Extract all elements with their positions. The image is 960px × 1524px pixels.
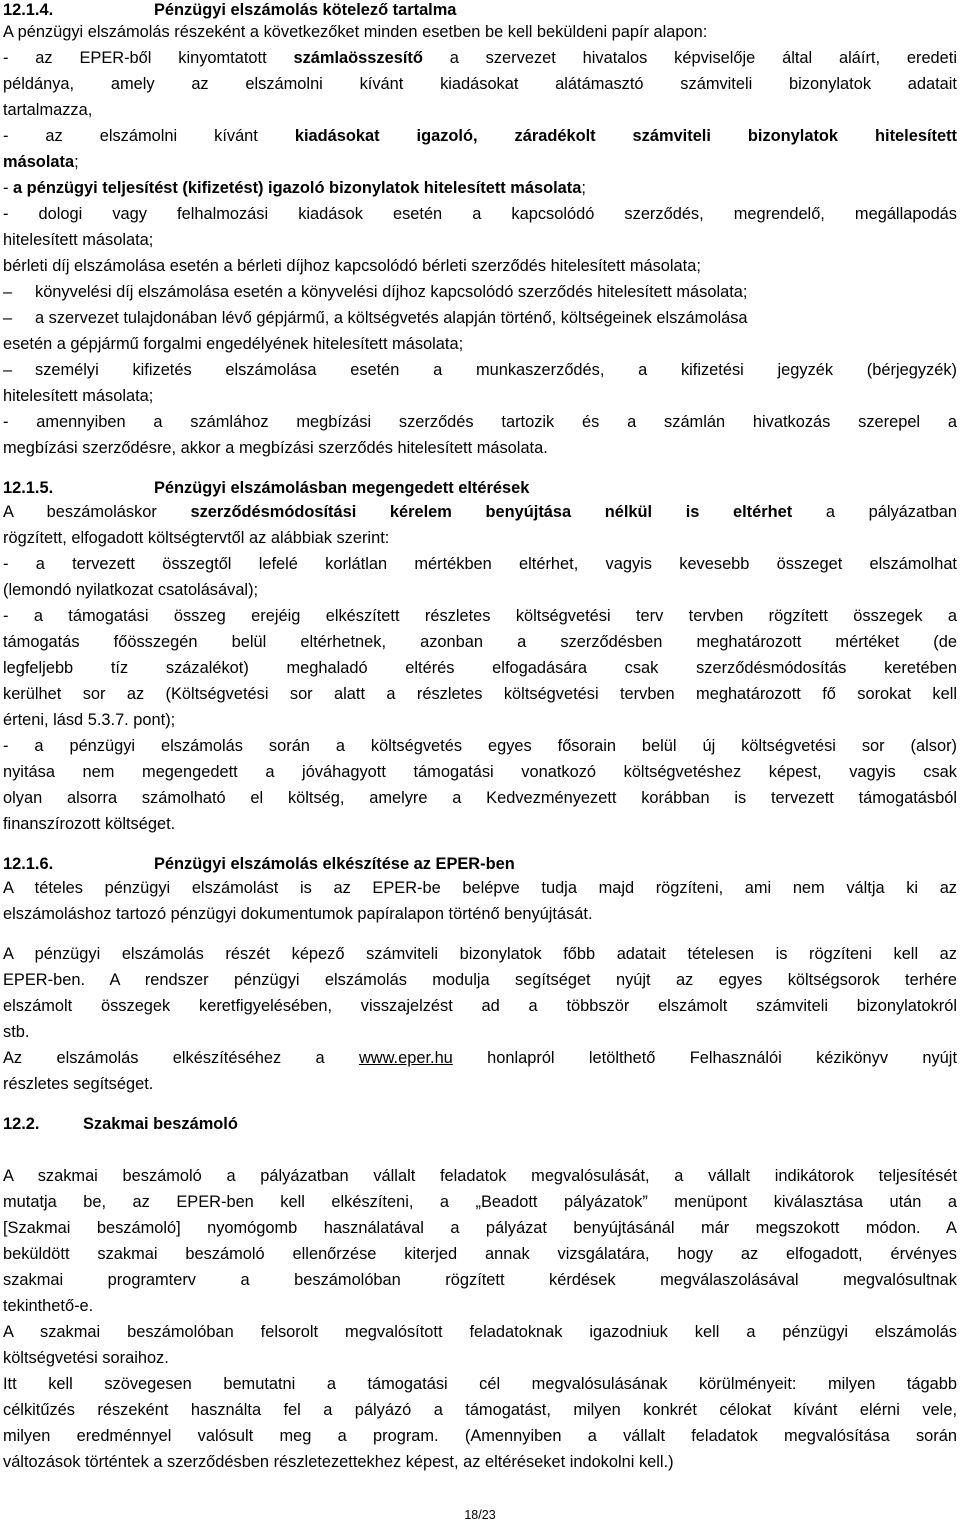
section-heading-12-1-5	[3, 478, 957, 498]
paragraph-line: szakmai programterv a beszámolóban rögzített kérdések megválaszolásával megvalósultnak	[3, 1271, 957, 1289]
list-item-line: támogatás főösszegén belül eltérhetnek, azonban a szerződésben meghatározott mértéket (de	[3, 633, 957, 651]
list-item-line: tartalmazza,	[3, 101, 93, 119]
paragraph-line: milyen eredménnyel valósult meg a program. (Amennyiben a vállalt feladatok megvalósítása során	[3, 1427, 957, 1445]
section-heading-12-2	[3, 1114, 957, 1134]
paragraph-line: rögzített, elfogadott költségtervtől az alábbiak szerint:	[3, 529, 390, 547]
list-item-line: - a pénzügyi elszámolás során a költségvetés egyes fősorain belül új költségvetési sor (alsor)	[3, 737, 957, 755]
paragraph: A pénzügyi elszámolás részeként a következőket minden esetben be kell beküldeni papír alapon:	[3, 23, 708, 41]
paragraph-line: mutatja be, az EPER-ben kell elkészíteni, a „Beadott pályázatok” menüpont kiválasztása után a	[3, 1193, 957, 1211]
paragraph-line: Itt kell szövegesen bemutatni a támogatási cél megvalósulásának körülményeit: milyen tágabb	[3, 1375, 957, 1393]
paragraph-line: stb.	[3, 1023, 30, 1041]
section-title: Szakmai beszámoló	[83, 1115, 238, 1133]
list-item-line: - amennyiben a számlához megbízási szerződés tartozik és a számlán hivatkozás szerepel a	[3, 413, 957, 431]
list-item-line: - az EPER-ből kinyomtatott számlaösszesítő a szervezet hivatalos képviselője által aláírt, eredeti	[3, 49, 957, 67]
paragraph-line: Az elszámolás elkészítéséhez a www.eper.hu honlapról letölthető Felhasználói kézikönyv nyújt	[3, 1049, 957, 1067]
section-number: 12.2.	[3, 1115, 40, 1133]
list-item-line: olyan alsorra számolható el költség, amelyre a Kedvezményezett korábban is tervezett támogatásból	[3, 789, 957, 807]
dash-bullet: –	[3, 361, 13, 379]
list-item-line: kerülhet sor az (Költségvetési sor alatt a részletes költségvetési tervben meghatározott fő sorokat kell	[3, 685, 957, 703]
paragraph-line: költségvetési soraihoz.	[3, 1349, 169, 1367]
paragraph-line: elszámoláshoz tartozó pénzügyi dokumentumok papíralapon történő benyújtását.	[3, 905, 593, 923]
section-title: Pénzügyi elszámolás kötelező tartalma	[154, 1, 457, 19]
section-title: Pénzügyi elszámolásban megengedett eltérések	[154, 479, 530, 497]
list-item-line: - a pénzügyi teljesítést (kifizetést) igazoló bizonylatok hitelesített másolata;	[3, 179, 586, 197]
paragraph-line: [Szakmai beszámoló] nyomógomb használatával a pályázat benyújtásánál már megszokott módon. A	[3, 1219, 957, 1237]
list-item-line: esetén a gépjármű forgalmi engedélyének hitelesített másolata;	[3, 335, 464, 353]
list-item-line: példánya, amely az elszámolni kívánt kiadásokat alátámasztó számviteli bizonylatok adatait	[3, 75, 957, 93]
list-item-line: nyitása nem megengedett a jóváhagyott támogatási vonatkozó költségvetéshez képest, vagyis csak	[3, 763, 957, 781]
list-item-line: - dologi vagy felhalmozási kiadások esetén a kapcsolódó szerződés, megrendelő, megállapodás	[3, 205, 957, 223]
section-number: 12.1.5.	[3, 479, 54, 497]
list-item-line: bérleti díj elszámolása esetén a bérleti díjhoz kapcsolódó bérleti szerződés hitelesített másolata;	[3, 257, 701, 275]
section-number: 12.1.4.	[3, 1, 54, 19]
dash-bullet: –	[3, 283, 13, 301]
paragraph-line: A tételes pénzügyi elszámolást is az EPER-be belépve tudja majd rögzíteni, ami nem váltja ki az	[3, 879, 957, 897]
list-item-line: – személyi kifizetés elszámolása esetén a munkaszerződés, a kifizetési jegyzék (bérjegyzék)	[3, 361, 957, 379]
section-title: Pénzügyi elszámolás elkészítése az EPER-ben	[154, 855, 515, 873]
paragraph-line: beküldött szakmai beszámoló ellenőrzése kiterjed annak vizsgálatára, hogy az elfogadott, érvényes	[3, 1245, 957, 1263]
dash-bullet: –	[3, 309, 13, 327]
paragraph-line: EPER-ben. A rendszer pénzügyi elszámolás modulja segítséget nyújt az egyes költségsorok terhére	[3, 971, 957, 989]
section-number: 12.1.6.	[3, 855, 54, 873]
list-item-line: legfeljebb tíz százalékot) meghaladó eltérés elfogadására csak szerződésmódosítás keretében	[3, 659, 957, 677]
paragraph-line: részletes segítséget.	[3, 1075, 154, 1093]
paragraph-line: A beszámoláskor szerződésmódosítási kérelem benyújtása nélkül is eltérhet a pályázatban	[3, 503, 957, 521]
list-item-line: finanszírozott költséget.	[3, 815, 176, 833]
list-item-line: - a tervezett összegtől lefelé korlátlan mértékben eltérhet, vagyis kevesebb összeget elszámolhat	[3, 555, 957, 573]
list-item-line: hitelesített másolata;	[3, 231, 154, 249]
paragraph-line: A szakmai beszámolóban felsorolt megvalósított feladatoknak igazodniuk kell a pénzügyi elszámolás	[3, 1323, 957, 1341]
section-heading-12-1-4	[3, 0, 957, 20]
list-item-line: hitelesített másolata;	[3, 387, 154, 405]
list-item-line: - a támogatási összeg erejéig elkészített részletes költségvetési terv tervben rögzített összegek a	[3, 607, 957, 625]
paragraph-line: A pénzügyi elszámolás részét képező számviteli bizonylatok főbb adatait tételesen is rögzíteni kell az	[3, 945, 957, 963]
list-item-line: - az elszámolni kívánt kiadásokat igazoló, záradékolt számviteli bizonylatok hitelesített	[3, 127, 957, 145]
paragraph-line: változások történtek a szerződésben részletezettekhez képest, az eltéréseket indokolni kell.)	[3, 1453, 674, 1471]
list-item-line: érteni, lásd 5.3.7. pont);	[3, 711, 176, 729]
paragraph-line: célkitűzés részeként használta fel a pályázó a támogatást, milyen konkrét célokat kívánt elérni vele,	[3, 1401, 957, 1419]
list-item-line: – a szervezet tulajdonában lévő gépjármű, a költségvetés alapján történő, költségeinek elszámolása	[3, 309, 748, 327]
list-item-line: – könyvelési díj elszámolása esetén a könyvelési díjhoz kapcsolódó szerződés hitelesített másolata;	[3, 283, 748, 301]
page-number: 18/23	[464, 1508, 496, 1522]
list-item-line: megbízási szerződésre, akkor a megbízási szerződés hitelesített másolata.	[3, 439, 548, 457]
paragraph-line: tekinthető-e.	[3, 1297, 94, 1315]
section-heading-12-1-6	[3, 854, 957, 874]
eper-link[interactable]: www.eper.hu	[358, 1049, 453, 1067]
list-item-line: (lemondó nyilatkozat csatolásával);	[3, 581, 259, 599]
paragraph-line: elszámolt összegek keretfigyelésében, visszajelzést ad a többször elszámolt számviteli bizonylatokról	[3, 997, 957, 1015]
list-item-line: másolata;	[3, 153, 79, 171]
paragraph-line: A szakmai beszámoló a pályázatban vállalt feladatok megvalósulását, a vállalt indikátorok teljesítését	[3, 1167, 957, 1185]
